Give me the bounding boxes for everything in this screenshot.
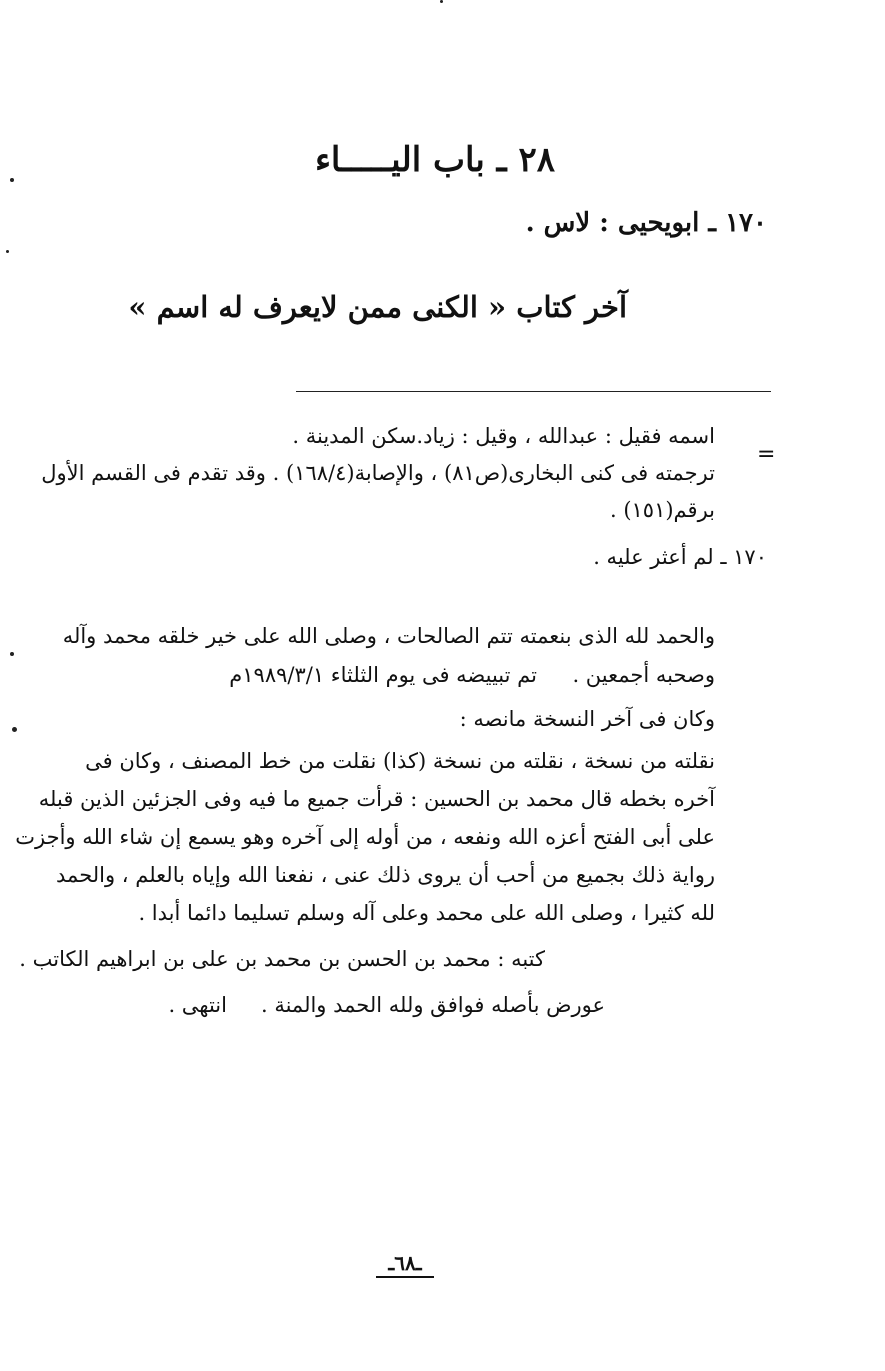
collation-line: عورض بأصله فوافق ولله الحمد والمنة .: [260, 993, 605, 1017]
closing-text-line: وصحبه أجمعين .: [572, 663, 715, 687]
scan-speck: [440, 0, 443, 3]
manuscript-note-text: على أبى الفتح أعزه الله ونفعه ، من أوله إلى آخره وهو يسمع إن شاء الله وأجزت: [15, 825, 715, 849]
manuscript-note-line: [56, 863, 715, 887]
scan-speck: [12, 727, 17, 732]
page-number-text: ـ٦٨ـ: [376, 1250, 433, 1278]
manuscript-note-intro: وكان فى آخر النسخة مانصه :: [459, 707, 715, 731]
manuscript-note-text: نقلته من نسخة ، نقلته من نسخة (كذا) نقلت من خط المصنف ، وكان فى: [85, 749, 715, 773]
manuscript-note-line: [15, 825, 715, 849]
footnote-continuation-mark: =: [757, 442, 776, 467]
scan-speck: [10, 652, 14, 656]
completion-date: تم تبييضه فى يوم الثلثاء ١٩٨٩/٣/١م: [229, 663, 537, 687]
end-word: انتهى .: [168, 993, 227, 1017]
scan-speck: [6, 250, 9, 253]
footnote-line: ترجمته فى كنى البخارى(ص٨١) ، والإصابة(١٦٨/٤) . وقد تقدم فى القسم الأول: [41, 461, 715, 485]
manuscript-note-text: لله كثيرا ، وصلى الله على محمد وعلى آله وسلم تسليما دائما أبدا .: [138, 901, 715, 925]
page-number: [364, 1250, 446, 1278]
footnote-line: اسمه فقيل : عبدالله ، وقيل : زياد.سكن المدينة .: [292, 424, 715, 448]
scan-speck: [10, 178, 14, 182]
footnote-line-justified: [41, 461, 715, 485]
footnote-separator: [296, 391, 771, 392]
footnote-entry-170: ١٧٠ ـ لم أعثر عليه .: [593, 545, 767, 569]
chapter-heading: ٢٨ ـ باب اليـــــاء: [314, 140, 555, 180]
manuscript-note-line: [85, 749, 715, 773]
entry-170: ١٧٠ ـ ابويحيى : لاس .: [525, 208, 767, 238]
footnote-line: برقم(١٥١) .: [609, 498, 715, 522]
closing-line-justified: [62, 624, 715, 648]
closing-text-line: والحمد لله الذى بنعمته تتم الصالحات ، وصلى الله على خير خلقه محمد وآله: [62, 624, 715, 648]
manuscript-note-text: آخره بخطه قال محمد بن الحسين : قرأت جميع ما فيه وفى الجزئين الذين قبله: [38, 787, 715, 811]
book-end-title: آخر كتاب « الكنى ممن لايعرف له اسم »: [128, 290, 627, 324]
scribe-line: كتبه : محمد بن الحسن بن محمد بن على بن ابراهيم الكاتب .: [19, 947, 545, 971]
manuscript-note-text: رواية ذلك بجميع من أحب أن يروى ذلك عنى ، نفعنا الله وإياه بالعلم ، والحمد: [56, 863, 715, 887]
manuscript-note-line: [38, 787, 715, 811]
